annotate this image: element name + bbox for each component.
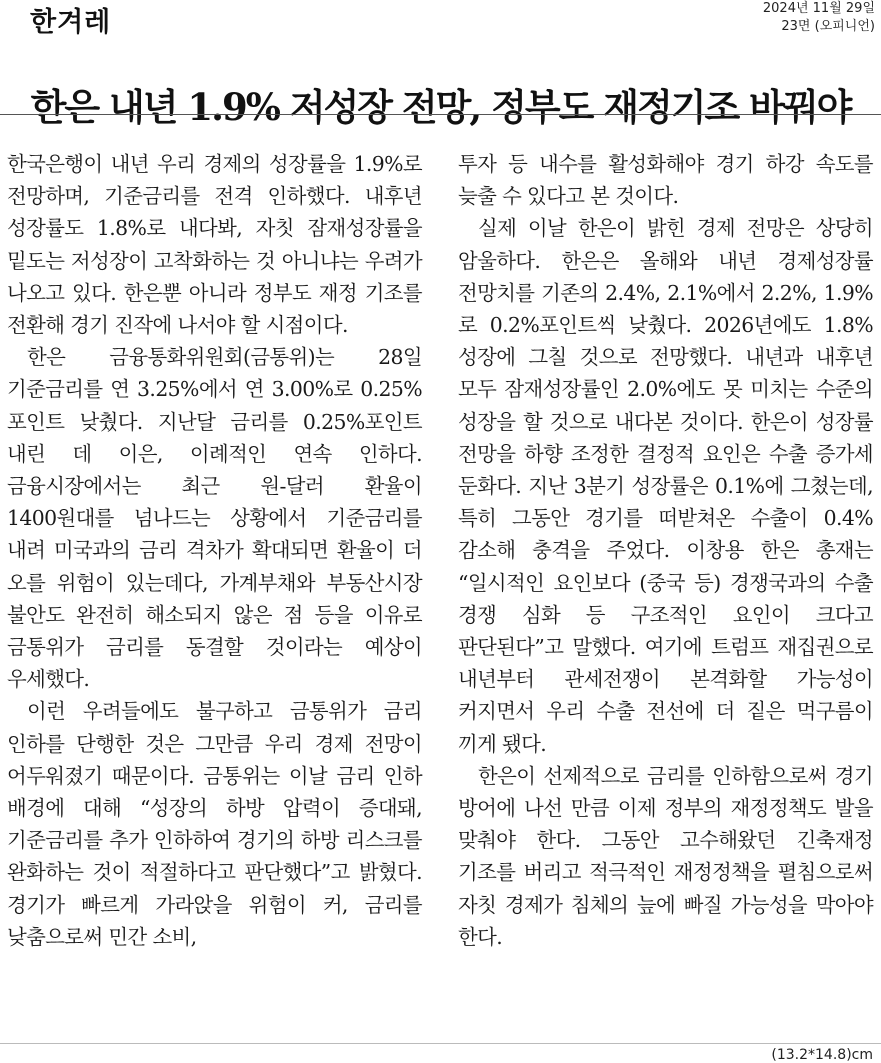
issue-meta — [763, 0, 875, 36]
masthead-logo: 한겨레 — [30, 7, 112, 38]
bottom-rule — [0, 1043, 881, 1044]
column-right — [458, 148, 873, 953]
paragraph: 실제 이날 한은이 밝힌 경제 전망은 상당히 암울하다. 한은은 올해와 내년 경제성장률 전망치를 기존의 2.4%, 2.1%에서 2.2%, 1.9%로 0.2%포인트씩 낮췄다. 2026년에도 1.8% 성장에 그칠 것으로 전망했다. 내년과 내후년 모두 잠재성장률인 2.0%에도 못 미치는 수준의 성장을 할 것으로 내다본 것이다. 한은이 성장률 전망을 하향 조정한 결정적 요인은 수출 증가세 둔화다. 지난 3분기 성장률은 0.1%에 그쳤는데, 특히 그동안 경기를 떠받쳐온 수출이 0.4% 감소해 충격을 주었다. 이창용 한은 총재는 “일시적인 요인보다 (중국 등) 경쟁국과의 수출 경쟁 심화 등 구조적인 요인이 크다고 판단된다”고 말했다. 여기에 트럼프 재집권으로 내년부터 관세전쟁이 본격화할 가능성이 커지면서 우리 수출 전선에 더 짙은 먹구름이 끼게 됐다. — [458, 216, 873, 756]
paragraph: 이런 우려들에도 불구하고 금통위가 금리 인하를 단행한 것은 그만큼 우리 경제 전망이 어두워졌기 때문이다. 금통위는 이날 금리 인하 배경에 대해 “성장의 하방 압력이 증대돼, 기준금리를 추가 인하하여 경기의 하방 리스크를 완화하는 것이 적절하다고 판단했다”고 밝혔다. 경기가 빠르게 가라앉을 위험이 커, 금리를 낮춤으로써 민간 소비, — [7, 699, 422, 949]
headline-rule — [0, 114, 881, 115]
paragraph: 한은이 선제적으로 금리를 인하함으로써 경기 방어에 나선 만큼 이제 정부의 재정정책도 발을 맞춰야 한다. 그동안 고수해왔던 긴축재정 기조를 버리고 적극적인 재정정책을 펼침으로써 자칫 경제가 침체의 늪에 빠질 가능성을 막아야 한다. — [458, 763, 873, 949]
clipping-size: (13.2*14.8)cm — [771, 1047, 873, 1063]
paragraph: 한국은행이 내년 우리 경제의 성장률을 1.9%로 전망하며, 기준금리를 전격 인하했다. 내후년 성장률도 1.8%로 내다봐, 자칫 잠재성장률을 밑도는 저성장이 고착화하는 것 아니냐는 우려가 나오고 있다. 한은뿐 아니라 정부도 재정 기조를 전환해 경기 진작에 나서야 할 시점이다. — [7, 152, 422, 338]
paragraph: 투자 등 내수를 활성화해야 경기 하강 속도를 늦출 수 있다고 본 것이다. — [458, 152, 873, 209]
paragraph: 한은 금융통화위원회(금통위)는 28일 기준금리를 연 3.25%에서 연 3.00%로 0.25%포인트 낮췄다. 지난달 금리를 0.25%포인트 내린 데 이은, 이례적인 연속 인하다. 금융시장에서는 최근 원-달러 환율이 1400원대를 넘나드는 상황에서 기준금리를 내려 미국과의 금리 격차가 확대되면 환율이 더 오를 위험이 있는데다, 가계부채와 부동산시장 불안도 완전히 해소되지 않은 점 등을 이유로 금통위가 금리를 동결할 것이라는 예상이 우세했다. — [7, 345, 422, 692]
column-left — [7, 148, 422, 953]
issue-date: 2024년 11월 29일 — [762, 1, 875, 16]
article-headline: 한은 내년 1.9% 저성장 전망, 정부도 재정기조 바꿔야 — [30, 84, 851, 129]
issue-section: 23면 (오피니언) — [781, 19, 875, 34]
